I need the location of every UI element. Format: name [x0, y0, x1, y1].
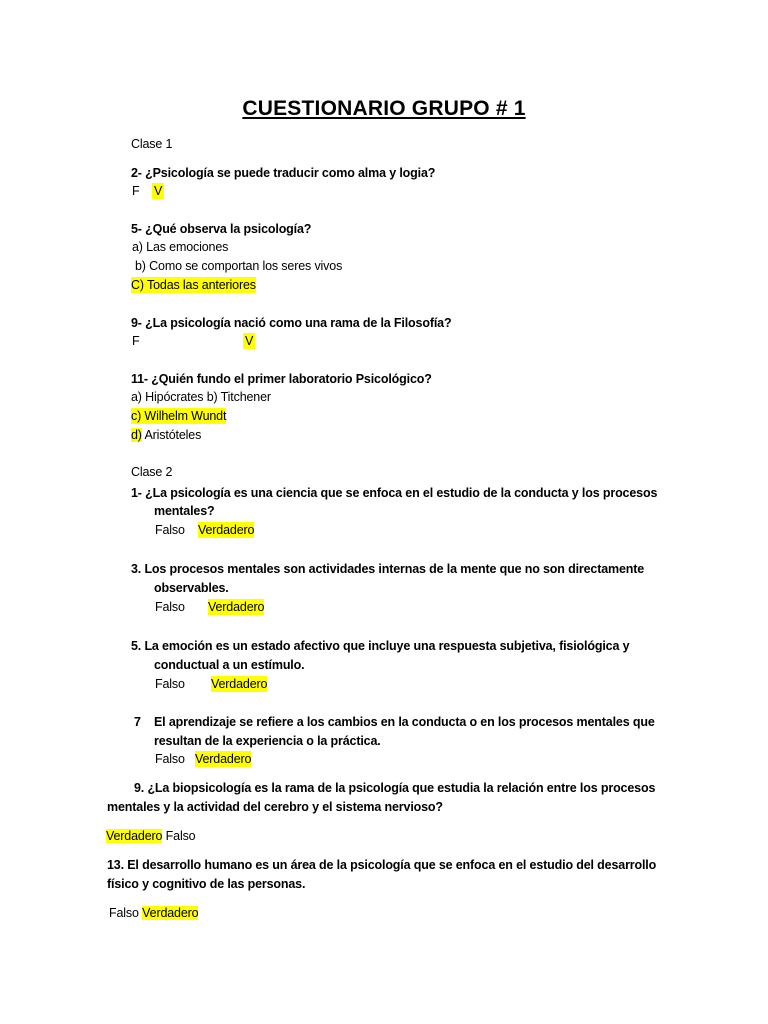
question-7-number: 7 — [134, 715, 141, 729]
option-d — [131, 427, 201, 443]
question-11: 11- ¿Quién fundo el primer laboratorio Psicológico? — [131, 372, 432, 386]
question-1-line-1: 1- ¿La psicología es una ciencia que se enfoca en el estudio de la conducta y los procesos — [131, 486, 658, 500]
question-5-line-1: 5. La emoción es un estado afectivo que incluye una respuesta subjetiva, fisiológica y — [131, 639, 630, 653]
question-3-line-1: 3. Los procesos mentales son actividades internas de la mente que no son directamente — [131, 562, 645, 576]
page-title: CUESTIONARIO GRUPO # 1 — [242, 97, 526, 120]
section-label-clase-1: Clase 1 — [131, 137, 173, 151]
question-3-line-2: observables. — [154, 581, 229, 595]
section-label-clase-2: Clase 2 — [131, 465, 173, 479]
answer-verdadero-highlighted: Verdadero — [142, 906, 199, 920]
answer-verdadero-highlighted: Verdadero — [208, 600, 265, 614]
option-falso: Falso — [109, 906, 143, 920]
question-5: 5- ¿Qué observa la psicología? — [131, 222, 312, 236]
option-f: F — [132, 184, 140, 198]
answer-row-q13 — [109, 905, 198, 921]
option-f: F — [132, 334, 140, 348]
question-13-line-1: 13. El desarrollo humano es un área de la psicología que se enfoca en el estudio del desarrollo — [107, 858, 657, 872]
question-1-line-2: mentales? — [154, 504, 215, 518]
option-b: b) Como se comportan los seres vivos — [135, 259, 343, 273]
option-falso: Falso — [155, 677, 185, 691]
question-2: 2- ¿Psicología se puede traducir como alma y logia? — [131, 166, 436, 180]
option-falso: Falso — [155, 523, 185, 537]
option-d-letter-highlighted: d) — [131, 428, 142, 442]
option-a-b: a) Hipócrates b) Titchener — [131, 390, 271, 404]
answer-v-highlighted: V — [245, 334, 254, 348]
answer-row-q9 — [106, 828, 195, 844]
question-5-line-2: conductual a un estímulo. — [154, 658, 305, 672]
answer-verdadero-highlighted: Verdadero — [106, 829, 163, 843]
option-falso: Falso — [155, 752, 185, 766]
answer-v-highlighted: V — [154, 184, 163, 198]
option-a: a) Las emociones — [132, 240, 229, 254]
option-falso: Falso — [155, 600, 185, 614]
option-d-text: Aristóteles — [141, 428, 202, 442]
answer-c-highlighted: C) Todas las anteriores — [131, 278, 256, 292]
answer-verdadero-highlighted: Verdadero — [198, 523, 255, 537]
question-7-line-1: El aprendizaje se refiere a los cambios en la conducta o en los procesos mentales que — [154, 715, 655, 729]
answer-verdadero-highlighted: Verdadero — [195, 752, 252, 766]
question-9: 9- ¿La psicología nació como una rama de la Filosofía? — [131, 316, 452, 330]
option-falso: Falso — [162, 829, 196, 843]
question-7-line-2: resultan de la experiencia o la práctica. — [154, 734, 381, 748]
question-9-line-1: 9. ¿La biopsicología es la rama de la psicología que estudia la relación entre los procesos — [134, 781, 656, 795]
answer-verdadero-highlighted: Verdadero — [211, 677, 268, 691]
question-13-line-2: físico y cognitivo de las personas. — [107, 877, 306, 891]
question-9-line-2: mentales y la actividad del cerebro y el sistema nervioso? — [107, 800, 443, 814]
answer-c-highlighted: c) Wilhelm Wundt — [131, 409, 227, 423]
